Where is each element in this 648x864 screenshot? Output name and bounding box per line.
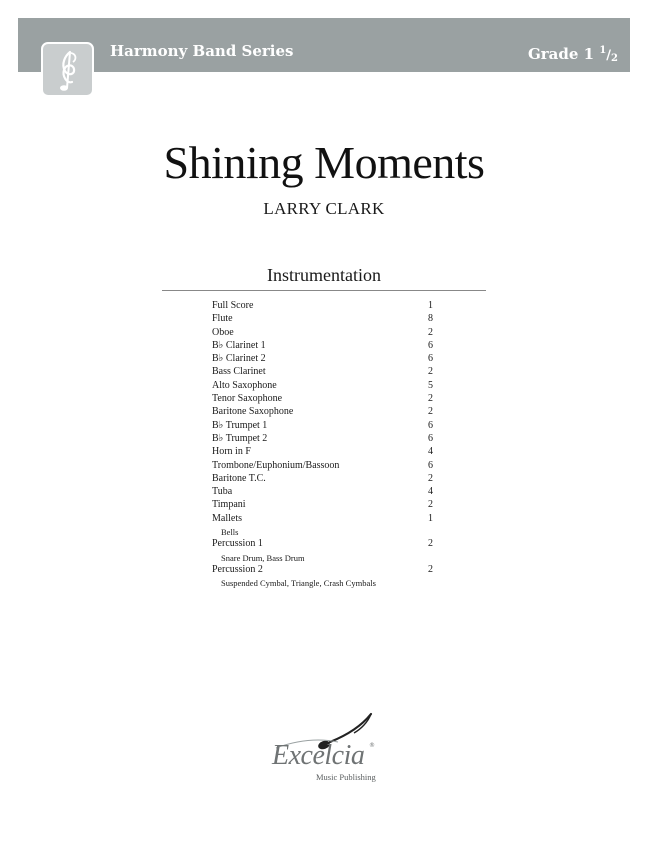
- instrument-name: Baritone T.C.: [212, 472, 266, 484]
- instrument-name: Bass Clarinet: [212, 366, 266, 378]
- instrument-quantity: 8: [428, 313, 433, 325]
- instrument-quantity: 2: [428, 406, 433, 418]
- instrument-quantity: 6: [428, 353, 433, 365]
- instrument-note-row: [212, 525, 436, 537]
- instrument-note-row: [212, 551, 436, 563]
- instrument-quantity: 2: [428, 326, 433, 338]
- instrument-name: Mallets: [212, 512, 242, 524]
- piece-title: Shining Moments: [163, 137, 485, 188]
- publisher-logo: [268, 712, 380, 784]
- series-logo: [41, 42, 94, 97]
- instrumentation-heading: Instrumentation: [267, 265, 381, 285]
- registered-mark: ®: [369, 742, 375, 749]
- instrument-name: Percussion 1: [212, 538, 263, 550]
- instrument-name: Tuba: [212, 486, 233, 498]
- instrument-quantity: 6: [428, 432, 433, 444]
- treble-clef-music-note-icon: [43, 44, 92, 95]
- grade-label: Grade 1 $^1/_2$: [527, 45, 618, 64]
- publisher-wordmark: Excelcia: [272, 740, 365, 771]
- instrument-row: [212, 537, 436, 550]
- instrument-row: [212, 326, 436, 339]
- instrument-name: Tenor Saxophone: [212, 393, 283, 405]
- instrument-name: Alto Saxophone: [212, 379, 277, 391]
- instrument-note: Snare Drum, Bass Drum: [221, 552, 305, 563]
- instrument-row: [212, 299, 436, 312]
- instrument-quantity: 6: [428, 339, 433, 351]
- instrument-row: [212, 379, 436, 392]
- instrument-quantity: 2: [428, 472, 433, 484]
- instrument-note: Suspended Cymbal, Triangle, Crash Cymbals: [221, 578, 376, 589]
- instrument-quantity: 6: [428, 419, 433, 431]
- instrument-row: [212, 365, 436, 378]
- instrumentation-list: [212, 299, 436, 589]
- instrument-quantity: 6: [428, 459, 433, 471]
- instrument-name: Flute: [212, 313, 233, 325]
- instrument-quantity: 2: [428, 563, 433, 575]
- instrument-name: B♭ Clarinet 2: [212, 353, 266, 365]
- instrument-row: [212, 512, 436, 525]
- instrument-quantity: 2: [428, 499, 433, 511]
- instrument-row: [212, 352, 436, 365]
- grade-fraction-numerator: 1: [599, 45, 607, 56]
- instrumentation-divider: [162, 290, 486, 291]
- instrument-quantity: 1: [428, 512, 433, 524]
- publisher-subtitle: Music Publishing: [316, 772, 376, 782]
- instrument-quantity: 4: [428, 446, 433, 458]
- instrument-quantity: 2: [428, 366, 433, 378]
- instrument-row: [212, 498, 436, 511]
- grade-fraction-denominator: 2: [611, 53, 618, 64]
- instrument-row: [212, 419, 436, 432]
- instrument-note: Bells: [221, 527, 239, 538]
- instrument-row: [212, 432, 436, 445]
- instrument-quantity: 4: [428, 486, 433, 498]
- instrument-row: [212, 485, 436, 498]
- instrument-row: [212, 339, 436, 352]
- instrument-name: Horn in F: [212, 446, 251, 458]
- composer-name: LARRY CLARK: [263, 199, 385, 218]
- instrument-note-row: [212, 576, 436, 588]
- instrument-row: [212, 472, 436, 485]
- grade-text: Grade 1: [527, 45, 595, 63]
- instrument-quantity: 2: [428, 393, 433, 405]
- instrument-row: [212, 563, 436, 576]
- instrument-name: B♭ Trumpet 1: [212, 419, 268, 431]
- instrument-name: Trombone/Euphonium/Bassoon: [212, 459, 340, 471]
- instrument-row: [212, 459, 436, 472]
- instrument-name: Oboe: [212, 326, 234, 338]
- instrument-row: [212, 445, 436, 458]
- instrument-row: [212, 312, 436, 325]
- instrument-name: Timpani: [212, 499, 246, 511]
- instrument-row: [212, 405, 436, 418]
- instrument-quantity: 5: [428, 379, 433, 391]
- instrument-row: [212, 392, 436, 405]
- series-name: Harmony Band Series: [110, 42, 294, 60]
- instrument-name: B♭ Clarinet 1: [212, 339, 266, 351]
- instrument-name: Percussion 2: [212, 563, 263, 575]
- instrument-name: B♭ Trumpet 2: [212, 432, 268, 444]
- instrument-quantity: 1: [428, 300, 433, 311]
- instrument-quantity: 2: [428, 538, 433, 550]
- instrument-name: Baritone Saxophone: [212, 406, 294, 418]
- instrument-name: Full Score: [212, 300, 254, 311]
